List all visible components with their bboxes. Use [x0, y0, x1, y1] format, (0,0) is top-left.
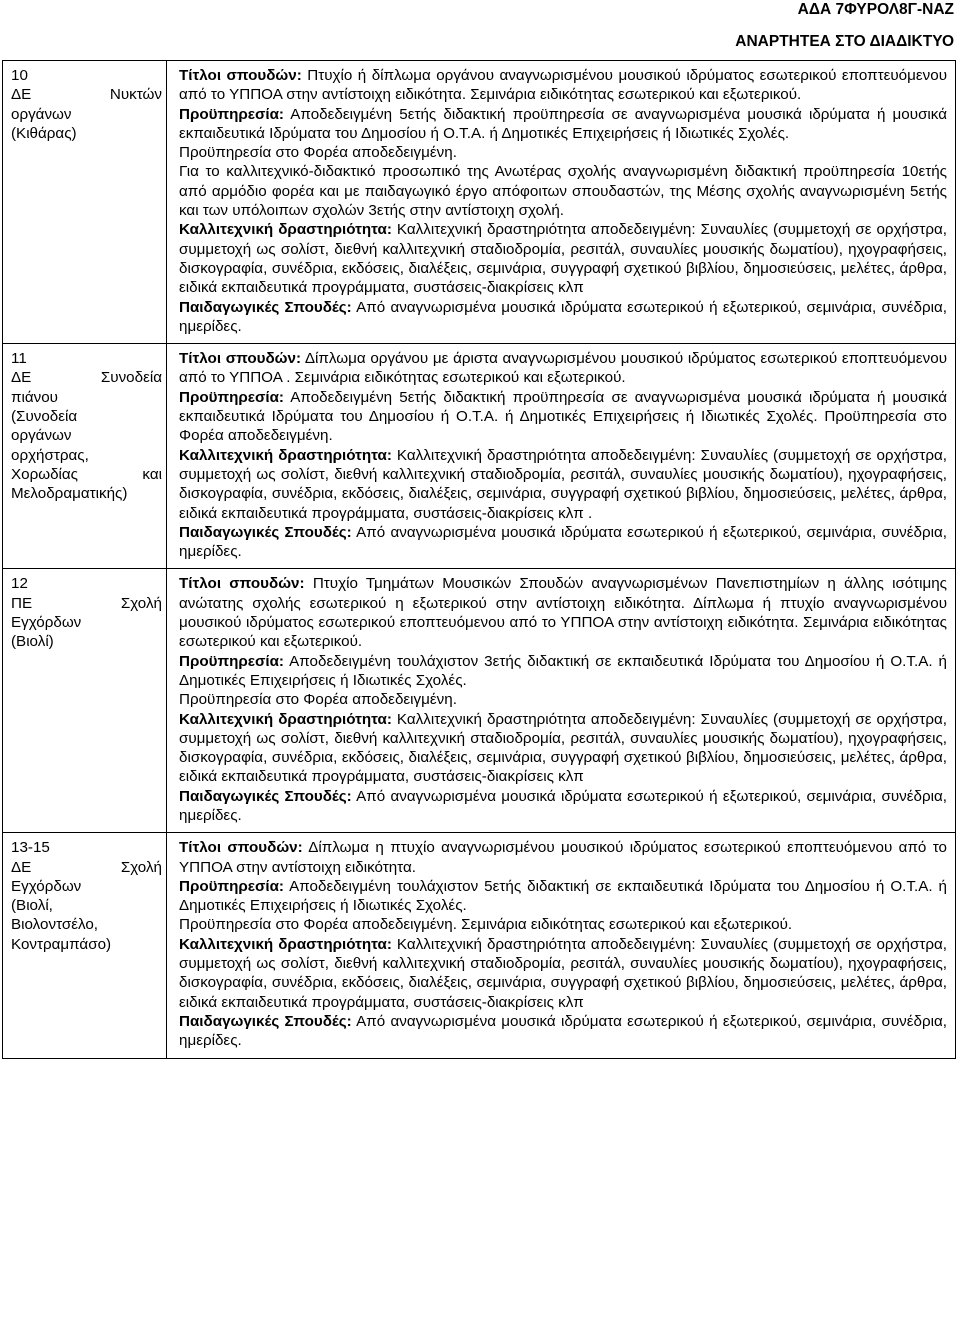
specialty-line: οργάνων: [11, 427, 72, 445]
requirement-paragraph: [179, 710, 947, 787]
requirement-paragraph: [179, 162, 947, 220]
requirement-paragraph: [179, 298, 947, 337]
requirement-label: Καλλιτεχνική δραστηριότητα:: [179, 710, 392, 728]
requirement-text: Πτυχίο Τμημάτων Μουσικών Σπουδών αναγνωρισμένων Πανεπιστημίων η άλλης ισότιμης ανώτατης σχολής εσωτερικού η εξωτερικού στην αντίστοιχη ειδικότητα. Δίπλωμα ή πτυχίο αναγνωρισμένου μουσικού ιδρύματος εσωτερικού εποπτευόμενου από το ΥΠΠΟΑ στην αντίστοιχη ειδικότητα. Σεμινάρια ειδικότητας εσωτερικού και εξωτερικού.: [179, 575, 947, 651]
requirement-paragraph: [179, 915, 947, 934]
requirement-text: Προϋπηρεσία στο Φορέα αποδεδειγμένη.: [179, 691, 457, 709]
requirement-paragraph: [179, 935, 947, 1012]
requirement-paragraph: [179, 105, 947, 144]
requirement-text: Καλλιτεχνική δραστηριότητα αποδεδειγμένη: Συναυλίες (συμμετοχή σε ορχήστρα, συμμετοχή ως σολίστ, διεθνή καλλιτεχνική σταδιοδρομία, ρεσιτάλ, συναυλίες μουσικής δωματίου), ηχογραφήσεις, δισκογραφία, συνέδρια, εκδόσεις, διαλέξεις, σεμινάρια, συγγραφή σχετικού βιβλίου, δημοσιεύσεις, μελέτες, άρθρα, ειδικά εκπαιδευτικά προγράμματα, συστάσεις-διακρίσεις κλπ: [179, 710, 947, 786]
specialty-line: Βιολοντσέλο,: [11, 916, 99, 934]
requirement-label: Προϋπηρεσία:: [179, 877, 284, 895]
requirement-text: Αποδεδειγμένη 5ετής διδακτική προϋπηρεσία σε αναγνωρισμένα μουσικά ιδρύματα ή μουσικά εκπαιδευτικά Ιδρύματα του Δημοσίου ή Ο.Τ.Α. ή Δημοτικές Επιχειρήσεις ή Ιδιωτικές Σχολές. Προϋπηρεσία στο Φορέα αποδεδειγμένη.: [179, 388, 947, 445]
requirement-paragraph: [179, 787, 947, 826]
requirement-paragraph: [179, 652, 947, 691]
requirements-cell: [167, 569, 956, 833]
requirement-paragraph: [179, 690, 947, 709]
requirement-text: Πτυχίο ή δίπλωμα οργάνου αναγνωρισμένου μουσικού ιδρύματος εσωτερικού εποπτευόμενου από το ΥΠΠΟΑ στην αντίστοιχη ειδικότητα. Σεμινάρια ειδικότητας εσωτερικού και εξωτερικού.: [179, 67, 947, 104]
specialty-line: 10: [11, 67, 28, 84]
specialty-row: [3, 344, 956, 569]
specialty-line: οργάνων: [11, 105, 72, 123]
requirements-cell: [167, 344, 956, 569]
specialty-line: Κοντραμπάσο): [11, 935, 112, 953]
ada-code: ΑΔΑ 7ΦΥΡΟΛ8Γ-ΝΑΖ: [797, 1, 954, 18]
requirement-label: Προϋπηρεσία:: [179, 652, 284, 670]
requirements-cell: [167, 833, 956, 1058]
requirement-label: Καλλιτεχνική δραστηριότητα:: [179, 935, 392, 953]
specialty-line: ΔΕ Συνοδεία: [11, 369, 162, 387]
specialty-line: πιάνου: [11, 388, 58, 406]
requirement-label: Παιδαγωγικές Σπουδές:: [179, 298, 352, 316]
requirement-paragraph: [179, 66, 947, 105]
requirement-text: Από αναγνωρισμένα μουσικά ιδρύματα εσωτερικού ή εξωτερικού, σεμινάρια, συνέδρια, ημερίδες.: [179, 787, 947, 824]
requirement-text: Δίπλωμα η πτυχίο αναγνωρισμένου μουσικού ιδρύματος εσωτερικού εποπτευόμενου από το ΥΠΠΟΑ στην αντίστοιχη ειδικότητα.: [179, 839, 947, 876]
requirement-paragraph: [179, 143, 947, 162]
specialty-line: 13-15: [11, 839, 50, 857]
requirement-text: Καλλιτεχνική δραστηριότητα αποδεδειγμένη: Συναυλίες (συμμετοχή σε ορχήστρα, συμμετοχή ως σολίστ, διεθνή καλλιτεχνική σταδιοδρομία, ρεσιτάλ, συναυλίες μουσικής δωματίου), ηχογραφήσεις, δισκογραφία, συνέδρια, εκδόσεις, διαλέξεις, σεμινάρια, συγγραφή σχετικού βιβλίου, δημοσιεύσεις, μελέτες, άρθρα, ειδικά εκπαιδευτικά προγράμματα, συστάσεις-διακρίσεις κλπ .: [179, 446, 947, 522]
requirement-paragraph: [179, 523, 947, 562]
requirement-text: Δίπλωμα οργάνου με άριστα αναγνωρισμένου μουσικού ιδρύματος εσωτερικού εποπτευόμενου από το ΥΠΠΟΑ . Σεμινάρια ειδικότητας εσωτερικού και εξωτερικού.: [179, 350, 948, 387]
requirement-label: Καλλιτεχνική δραστηριότητα:: [179, 221, 392, 239]
requirement-text: Για το καλλιτεχνικό-διδακτικό προσωπικό της Ανωτέρας σχολής αναγνωρισμένη διδακτική προϋπηρεσία 10ετής από αρμόδιο φορέα και με παιδαγωγικό έργο απόφοιτων σπουδαστών, της Μέσης σχολής αναγνωρισμένη 5ετής και των υπόλοιπων σχολών 3ετής στην αντίστοιχη σχολή.: [179, 163, 947, 220]
specialty-line: Εγχόρδων: [11, 877, 82, 895]
specialty-cell: [3, 61, 167, 344]
specialty-line: Μελοδραματικής): [11, 485, 128, 503]
requirement-text: Από αναγνωρισμένα μουσικά ιδρύματα εσωτερικού ή εξωτερικού, σεμινάρια, συνέδρια, ημερίδες.: [179, 298, 947, 335]
specialty-line: (Κιθάρας): [11, 124, 77, 142]
requirement-label: Παιδαγωγικές Σπουδές:: [179, 1012, 352, 1030]
requirement-text: Από αναγνωρισμένα μουσικά ιδρύματα εσωτερικού ή εξωτερικού, σεμινάρια, συνέδρια, ημερίδες.: [179, 1012, 947, 1050]
specialty-line: 12: [11, 575, 28, 593]
requirement-text: Αποδεδειγμένη τουλάχιστον 5ετής διδακτική σε εκπαιδευτικά Ιδρύματα του Δημοσίου ή Ο.Τ.Α. ή Δημοτικές Επιχειρήσεις ή Ιδιωτικές Σχολές.: [179, 877, 947, 915]
specialties-table: [2, 60, 956, 1059]
requirement-paragraph: [179, 838, 947, 877]
requirement-label: Τίτλοι σπουδών:: [179, 839, 303, 857]
requirement-label: Παιδαγωγικές Σπουδές:: [179, 787, 352, 805]
requirement-paragraph: [179, 349, 947, 388]
requirement-label: Τίτλοι σπουδών:: [179, 67, 302, 84]
specialty-line: Χορωδίας και: [11, 465, 162, 483]
requirements-cell: [167, 61, 956, 344]
requirement-label: Τίτλοι σπουδών:: [179, 350, 302, 368]
specialty-line: (Βιολί,: [11, 897, 53, 915]
requirement-text: Καλλιτεχνική δραστηριότητα αποδεδειγμένη: Συναυλίες (συμμετοχή σε ορχήστρα, συμμετοχή ως σολίστ, διεθνή καλλιτεχνική σταδιοδρομία, ρεσιτάλ, συναυλίες μουσικής δωματίου), ηχογραφήσεις, δισκογραφία, συνέδρια, εκδόσεις, διαλέξεις, σεμινάρια, συγγραφή σχετικού βιβλίου, δημοσιεύσεις, μελέτες, άρθρα, ειδικά εκπαιδευτικά προγράμματα, συστάσεις-διακρίσεις κλπ: [179, 221, 947, 297]
requirement-paragraph: [179, 446, 947, 523]
requirement-text: Αποδεδειγμένη τουλάχιστον 3ετής διδακτική σε εκπαιδευτικά Ιδρύματα του Δημοσίου ή Ο.Τ.Α. ή Δημοτικές Επιχειρήσεις ή Ιδιωτικές Σχολές.: [179, 652, 947, 689]
requirement-paragraph: [179, 1012, 947, 1051]
requirement-text: Προϋπηρεσία στο Φορέα αποδεδειγμένη.: [179, 144, 457, 162]
specialty-line: Εγχόρδων: [11, 614, 82, 632]
specialty-line: (Βιολί): [11, 633, 54, 651]
specialty-line: 11: [11, 350, 27, 368]
specialty-line: ΠΕ Σχολή: [11, 594, 162, 612]
requirement-label: Καλλιτεχνική δραστηριότητα:: [179, 446, 392, 464]
specialty-cell: [3, 833, 167, 1058]
requirement-paragraph: [179, 388, 947, 446]
specialty-line: ΔΕ Σχολή: [11, 858, 162, 876]
requirement-text: Προϋπηρεσία στο Φορέα αποδεδειγμένη. Σεμινάρια ειδικότητας εσωτερικού και εξωτερικού.: [179, 916, 793, 934]
requirement-label: Παιδαγωγικές Σπουδές:: [179, 523, 352, 541]
specialty-row: [3, 61, 956, 344]
specialty-line: ΔΕ Νυκτών: [11, 86, 162, 104]
specialty-line: ορχήστρας,: [11, 446, 89, 464]
requirement-label: Προϋπηρεσία:: [179, 388, 284, 406]
requirement-text: Καλλιτεχνική δραστηριότητα αποδεδειγμένη: Συναυλίες (συμμετοχή σε ορχήστρα, συμμετοχή ως σολίστ, διεθνή καλλιτεχνική σταδιοδρομία, ρεσιτάλ, συναυλίες μουσικής δωματίου), ηχογραφήσεις, δισκογραφία, συνέδρια, εκδόσεις, διαλέξεις, σεμινάρια, συγγραφή σχετικού βιβλίου, δημοσιεύσεις, μελέτες, άρθρα, ειδικά εκπαιδευτικά προγράμματα, συστάσεις-διακρίσεις κλπ: [179, 935, 947, 1011]
specialty-cell: [3, 569, 167, 833]
specialty-row: [3, 833, 956, 1058]
requirement-paragraph: [179, 574, 947, 651]
requirement-label: Τίτλοι σπουδών:: [179, 575, 305, 593]
specialty-row: [3, 569, 956, 833]
requirement-paragraph: [179, 220, 947, 297]
requirement-paragraph: [179, 877, 947, 916]
specialty-line: (Συνοδεία: [11, 408, 78, 426]
requirement-text: Αποδεδειγμένη 5ετής διδακτική προϋπηρεσία σε αναγνωρισμένα μουσικά ιδρύματα ή μουσικά εκπαιδευτικά Ιδρύματα του Δημοσίου ή Ο.Τ.Α. ή Δημοτικές Επιχειρήσεις ή Ιδιωτικές Σχολές.: [179, 105, 947, 142]
specialty-cell: [3, 344, 167, 569]
requirement-label: Προϋπηρεσία:: [179, 105, 284, 123]
posting-notice: ΑΝΑΡΤΗΤΕΑ ΣΤΟ ΔΙΑΔΙΚΤΥΟ: [735, 33, 954, 50]
requirement-text: Από αναγνωρισμένα μουσικά ιδρύματα εσωτερικού ή εξωτερικού, σεμινάρια, συνέδρια, ημερίδες.: [179, 523, 947, 561]
